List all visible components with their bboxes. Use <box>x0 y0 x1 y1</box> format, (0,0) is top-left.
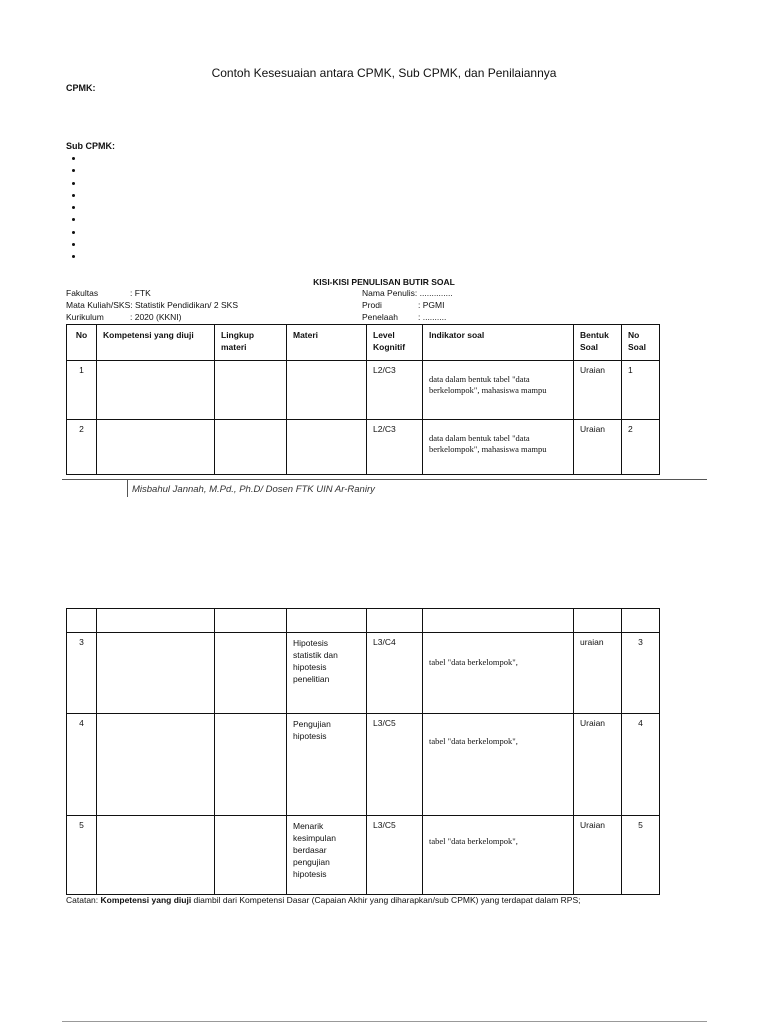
kurikulum-label: Kurikulum <box>66 312 104 322</box>
header-nosoal <box>622 325 660 361</box>
materi-line: pengujian <box>293 857 330 867</box>
header-bentuk-line2: Soal <box>580 342 598 352</box>
penulis-value: .............. <box>419 288 453 298</box>
note-rest: diambil dari Kompetensi Dasar (Capaian Akhir yang diharapkan/sub CPMK) yang terdapat dalam RPS; <box>191 895 581 905</box>
cell-indikator <box>423 816 574 895</box>
matkul-value: Statistik Pendidikan/ 2 SKS <box>135 300 239 310</box>
cell-materi <box>287 816 367 895</box>
footer-rule <box>62 479 707 480</box>
cell-kompetensi <box>97 420 215 475</box>
kisi-table-page2 <box>66 608 660 895</box>
table-row <box>67 633 660 714</box>
prodi-label: Prodi <box>362 300 382 310</box>
cell-materi <box>287 714 367 816</box>
cell-no: 2 <box>67 420 97 475</box>
bottom-rule <box>62 1021 707 1022</box>
footer-divider <box>127 480 128 497</box>
cell-kompetensi <box>97 633 215 714</box>
cpmk-label: CPMK: <box>66 83 96 93</box>
cell-no: 1 <box>67 361 97 420</box>
cell-level: L2/C3 <box>367 361 423 420</box>
materi-line: hipotesis <box>293 662 327 672</box>
materi-line: hipotesis <box>293 731 327 741</box>
materi-line: hipotesis <box>293 869 327 879</box>
cell-blank <box>574 609 622 633</box>
materi-line: kesimpulan <box>293 833 336 843</box>
meta-penulis <box>362 287 453 299</box>
cell-lingkup <box>215 420 287 475</box>
cell-indikator <box>423 714 574 816</box>
header-materi: Materi <box>287 325 367 361</box>
meta-prodi <box>362 299 444 311</box>
cell-kompetensi <box>97 816 215 895</box>
cell-indikator <box>423 633 574 714</box>
header-nosoal-line1: No <box>628 330 640 340</box>
document-title: Contoh Kesesuaian antara CPMK, Sub CPMK, dan Penilaiannya <box>211 66 557 80</box>
table-row-blank <box>67 609 660 633</box>
cell-blank <box>97 609 215 633</box>
cell-lingkup <box>215 361 287 420</box>
meta-matkul <box>66 299 238 311</box>
cell-blank <box>215 609 287 633</box>
header-lingkup-line1: Lingkup <box>221 330 255 340</box>
cell-nosoal: 1 <box>622 361 660 420</box>
materi-line: Hipotesis <box>293 638 328 648</box>
sub-cpmk-label: Sub CPMK: <box>66 141 115 151</box>
penelaah-label: Penelaah <box>362 312 398 322</box>
header-level <box>367 325 423 361</box>
materi-line: statistik dan <box>293 650 338 660</box>
cell-bentuk: uraian <box>574 633 622 714</box>
cell-level: L2/C3 <box>367 420 423 475</box>
table-row <box>67 816 660 895</box>
cell-nosoal: 3 <box>622 633 660 714</box>
meta-kurikulum <box>66 311 182 323</box>
header-nosoal-line2: Soal <box>628 342 646 352</box>
cell-nosoal: 2 <box>622 420 660 475</box>
header-level-line1: Level <box>373 330 395 340</box>
sub-cpmk-list <box>66 152 84 263</box>
cell-level: L3/C5 <box>367 714 423 816</box>
kisi-heading: KISI-KISI PENULISAN BUTIR SOAL <box>313 277 455 287</box>
materi-line: Pengujian <box>293 719 331 729</box>
header-indikator: Indikator soal <box>423 325 574 361</box>
kisi-table-page1 <box>66 324 660 475</box>
cell-bentuk: Uraian <box>574 420 622 475</box>
indikator-text: tabel "data berkelompok", <box>429 657 518 667</box>
cell-no: 4 <box>67 714 97 816</box>
cell-nosoal: 5 <box>622 816 660 895</box>
header-lingkup <box>215 325 287 361</box>
cell-materi <box>287 633 367 714</box>
cell-bentuk: Uraian <box>574 816 622 895</box>
header-bentuk <box>574 325 622 361</box>
indikator-line2: berkelompok", mahasiswa mampu <box>429 385 547 395</box>
indikator-text: tabel "data berkelompok", <box>429 736 518 746</box>
indikator-line1: data dalam bentuk tabel "data <box>429 433 530 443</box>
table-row <box>67 714 660 816</box>
cell-bentuk: Uraian <box>574 361 622 420</box>
indikator-line2: berkelompok", mahasiswa mampu <box>429 444 547 454</box>
table-row <box>67 361 660 420</box>
note-text <box>66 895 581 905</box>
cell-blank <box>67 609 97 633</box>
cell-blank <box>622 609 660 633</box>
note-prefix: Catatan: <box>66 895 101 905</box>
cell-bentuk: Uraian <box>574 714 622 816</box>
fakultas-label: Fakultas <box>66 288 99 298</box>
note-bold: Kompetensi yang diuji <box>100 895 192 905</box>
cell-nosoal: 4 <box>622 714 660 816</box>
cell-lingkup <box>215 633 287 714</box>
cell-kompetensi <box>97 714 215 816</box>
cell-lingkup <box>215 816 287 895</box>
cell-lingkup <box>215 714 287 816</box>
cell-level: L3/C5 <box>367 816 423 895</box>
table-header-row <box>67 325 660 361</box>
cell-materi <box>287 420 367 475</box>
cell-level: L3/C4 <box>367 633 423 714</box>
kurikulum-value: : 2020 (KKNI) <box>130 312 182 322</box>
matkul-label: Mata Kuliah/SKS: <box>66 300 133 310</box>
penulis-label: Nama Penulis: <box>362 288 418 298</box>
cell-blank <box>287 609 367 633</box>
prodi-value: : PGMI <box>418 300 445 310</box>
materi-line: Menarik <box>293 821 324 831</box>
materi-line: berdasar <box>293 845 327 855</box>
cell-no: 3 <box>67 633 97 714</box>
cell-indikator <box>423 361 574 420</box>
cell-no: 5 <box>67 816 97 895</box>
header-kompetensi: Kompetensi yang diuji <box>97 325 215 361</box>
footer-author: Misbahul Jannah, M.Pd., Ph.D/ Dosen FTK UIN Ar-Raniry <box>132 484 375 495</box>
meta-fakultas <box>66 287 151 299</box>
table-row <box>67 420 660 475</box>
cell-kompetensi <box>97 361 215 420</box>
indikator-text: tabel "data berkelompok", <box>429 836 518 846</box>
cell-indikator <box>423 420 574 475</box>
cell-materi <box>287 361 367 420</box>
indikator-line1: data dalam bentuk tabel "data <box>429 374 530 384</box>
fakultas-value: : FTK <box>130 288 151 298</box>
header-level-line2: Kognitif <box>373 342 406 352</box>
materi-line: penelitian <box>293 674 330 684</box>
cell-blank <box>423 609 574 633</box>
header-no: No <box>67 325 97 361</box>
header-lingkup-line2: materi <box>221 342 247 352</box>
header-bentuk-line1: Bentuk <box>580 330 609 340</box>
cell-blank <box>367 609 423 633</box>
meta-penelaah <box>362 311 446 323</box>
penelaah-value: : .......... <box>418 312 447 322</box>
